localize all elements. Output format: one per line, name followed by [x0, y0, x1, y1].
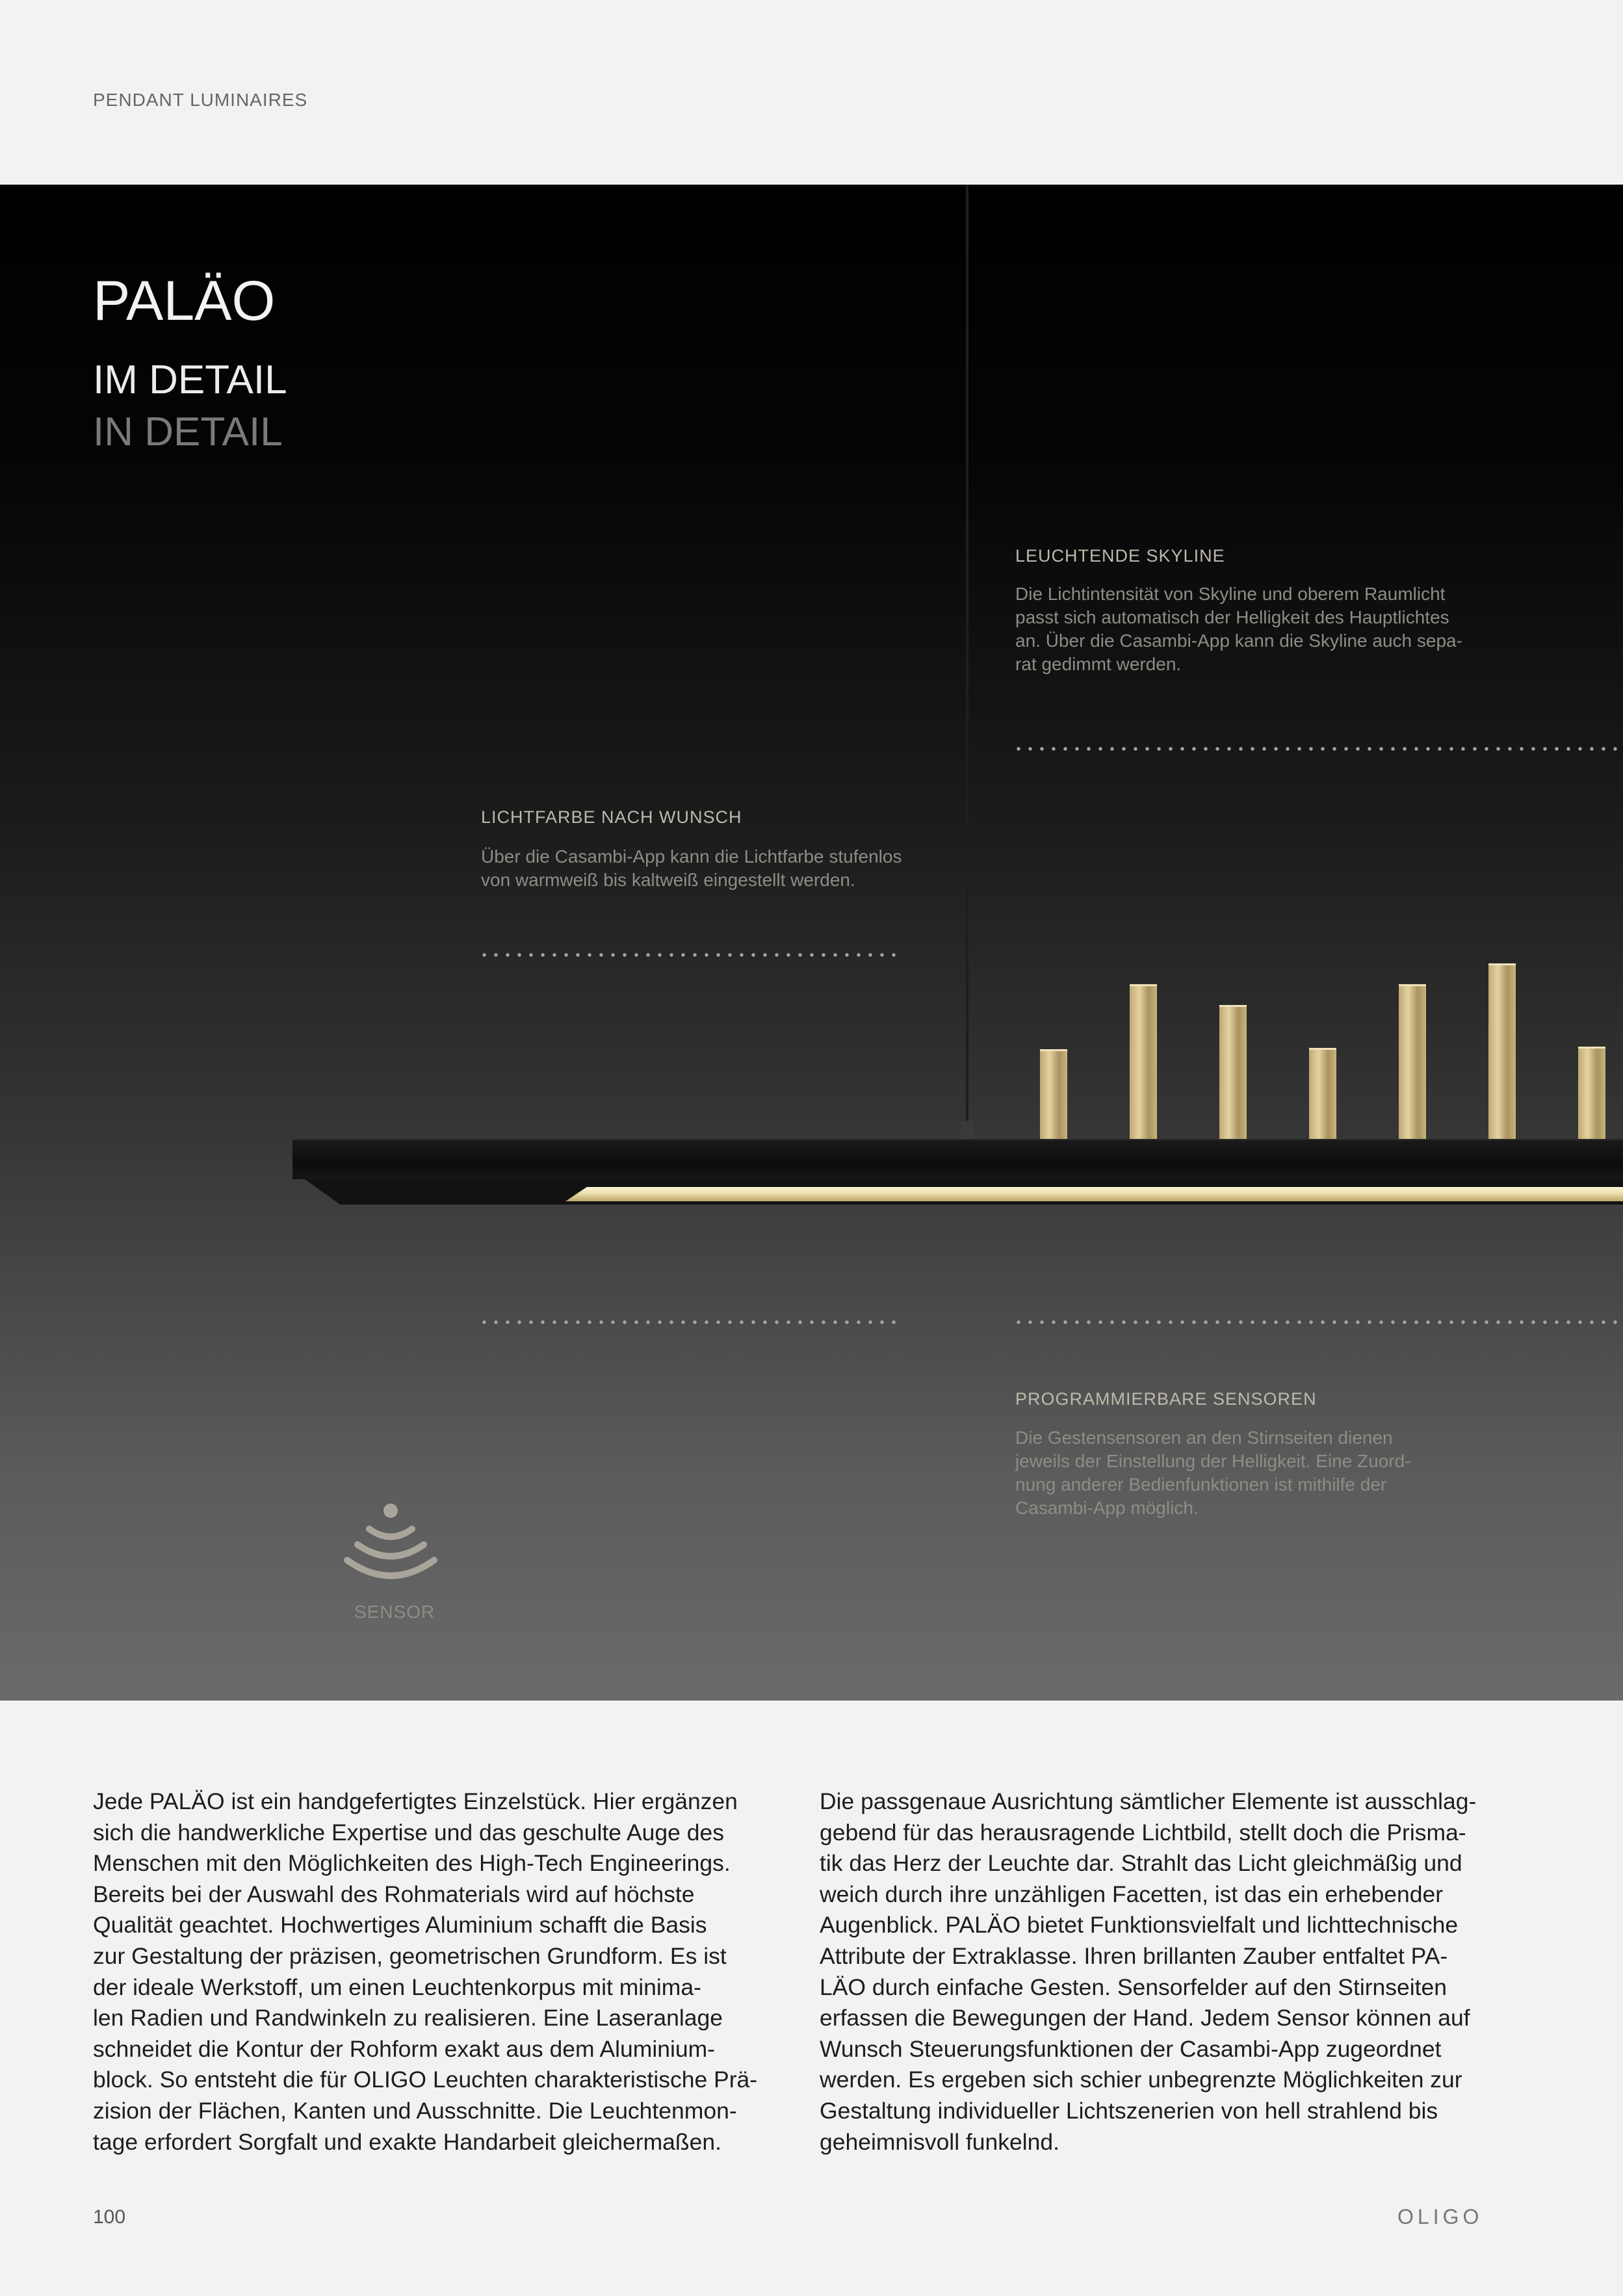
- sensors-line: nung anderer Bedienfunktionen ist mithilfe der: [1015, 1474, 1387, 1494]
- body-line: Jede PALÄO ist ein handgefertigtes Einzelstück. Hier ergänzen: [93, 1788, 738, 1814]
- cable-clip: [961, 1121, 974, 1140]
- sensors-heading: PROGRAMMIERBARE SENSOREN: [1015, 1389, 1317, 1409]
- suspension-cable: [966, 185, 968, 1134]
- body-line: sich die handwerkliche Expertise und das geschulte Auge des: [93, 1819, 724, 1846]
- skyline-heading: LEUCHTENDE SKYLINE: [1015, 546, 1225, 566]
- sensors-text: [1015, 1426, 1411, 1520]
- dotted-leader-sensors-right: [1013, 1320, 1623, 1324]
- color-text: [481, 845, 902, 892]
- skyline-line: rat gedimmt werden.: [1015, 654, 1182, 674]
- body-line: tik das Herz der Leuchte dar. Strahlt das Licht gleichmäßig und: [820, 1850, 1462, 1877]
- light-strip: [565, 1187, 1623, 1201]
- body-line: zur Gestaltung der präzisen, geometrischen Grundform. Es ist: [93, 1942, 727, 1969]
- dotted-leader-color: [478, 953, 901, 957]
- section-label: PENDANT LUMINAIRES: [93, 90, 308, 110]
- body-line: Menschen mit den Möglichkeiten des High-Tech Engineerings.: [93, 1850, 731, 1877]
- sensors-line: jeweils der Einstellung der Helligkeit. Eine Zuord-: [1015, 1451, 1411, 1471]
- hero-image: [0, 185, 1623, 1701]
- body-line: weich durch ihre unzähligen Facetten, ist das ein erhebender: [820, 1881, 1444, 1907]
- body-line: werden. Es ergeben sich schier unbegrenzte Möglichkeiten zur: [820, 2067, 1462, 2093]
- sensor-waves-icon: [343, 1499, 438, 1584]
- subtitle-de: IM DETAIL: [93, 358, 287, 402]
- body-line: block. So entsteht die für OLIGO Leuchten charakteristische Prä-: [93, 2067, 758, 2093]
- product-title: PALÄO: [93, 270, 276, 332]
- skyline-prism: [1219, 1005, 1247, 1140]
- dotted-leader-skyline: [1013, 747, 1623, 751]
- luminaire-body: [292, 1139, 1623, 1179]
- body-line: tage erfordert Sorgfalt und exakte Handarbeit gleichermaßen.: [93, 2128, 721, 2155]
- body-line: Bereits bei der Auswahl des Rohmaterials wird auf höchste: [93, 1881, 695, 1907]
- body-line: schneidet die Kontur der Rohform exakt aus dem Aluminium-: [93, 2035, 715, 2062]
- body-column-right: [820, 1786, 1487, 2158]
- body-column-left: [93, 1786, 760, 2158]
- sensors-line: Die Gestensensoren an den Stirnseiten dienen: [1015, 1428, 1393, 1448]
- body-line: erfassen die Bewegungen der Hand. Jedem Sensor können auf: [820, 2005, 1470, 2031]
- color-line: von warmweiß bis kaltweiß eingestellt werden.: [481, 870, 855, 890]
- skyline-line: passt sich automatisch der Helligkeit des Hauptlichtes: [1015, 607, 1449, 627]
- color-heading: LICHTFARBE NACH WUNSCH: [481, 807, 742, 827]
- body-line: gebend für das herausragende Lichtbild, stellt doch die Prisma-: [820, 1819, 1466, 1846]
- body-line: Augenblick. PALÄO bietet Funktionsvielfalt und lichttechnische: [820, 1912, 1459, 1938]
- body-line: zision der Flächen, Kanten und Ausschnitte. Die Leuchtenmon-: [93, 2097, 737, 2124]
- skyline-prism: [1130, 984, 1157, 1140]
- body-line: der ideale Werkstoff, um einen Leuchtenkorpus mit minima-: [93, 1974, 701, 2000]
- body-line: Gestaltung individueller Lichtszenerien von hell strahlend bis: [820, 2097, 1438, 2124]
- skyline-prism: [1578, 1047, 1605, 1140]
- body-line: Attribute der Extraklasse. Ihren brillanten Zauber entfaltet PA-: [820, 1942, 1448, 1969]
- skyline-line: an. Über die Casambi-App kann die Skyline auch sepa-: [1015, 631, 1462, 651]
- skyline-prism: [1309, 1048, 1336, 1140]
- brand-logo: OLIGO: [1397, 2205, 1483, 2228]
- sensor-label: SENSOR: [354, 1602, 435, 1622]
- skyline-text: [1015, 582, 1462, 676]
- skyline-prism: [1399, 984, 1426, 1140]
- body-line: geheimnisvoll funkelnd.: [820, 2128, 1060, 2155]
- body-line: LÄO durch einfache Gesten. Sensorfelder auf den Stirnseiten: [820, 1974, 1448, 2000]
- color-line: Über die Casambi-App kann die Lichtfarbe stufenlos: [481, 846, 902, 867]
- body-line: Die passgenaue Ausrichtung sämtlicher Elemente ist ausschlag-: [820, 1788, 1477, 1814]
- subtitle-en: IN DETAIL: [93, 410, 283, 454]
- sensors-line: Casambi-App möglich.: [1015, 1498, 1199, 1518]
- page-number: 100: [93, 2206, 126, 2228]
- skyline-prism: [1488, 963, 1516, 1140]
- body-line: len Radien und Randwinkeln zu realisieren. Eine Laseranlage: [93, 2005, 723, 2031]
- body-line: Wunsch Steuerungsfunktionen der Casambi-App zugeordnet: [820, 2035, 1442, 2062]
- skyline-prism: [1040, 1049, 1067, 1140]
- skyline-line: Die Lichtintensität von Skyline und oberem Raumlicht: [1015, 584, 1446, 604]
- dotted-leader-sensor: [478, 1320, 901, 1324]
- body-line: Qualität geachtet. Hochwertiges Aluminium schafft die Basis: [93, 1912, 707, 1938]
